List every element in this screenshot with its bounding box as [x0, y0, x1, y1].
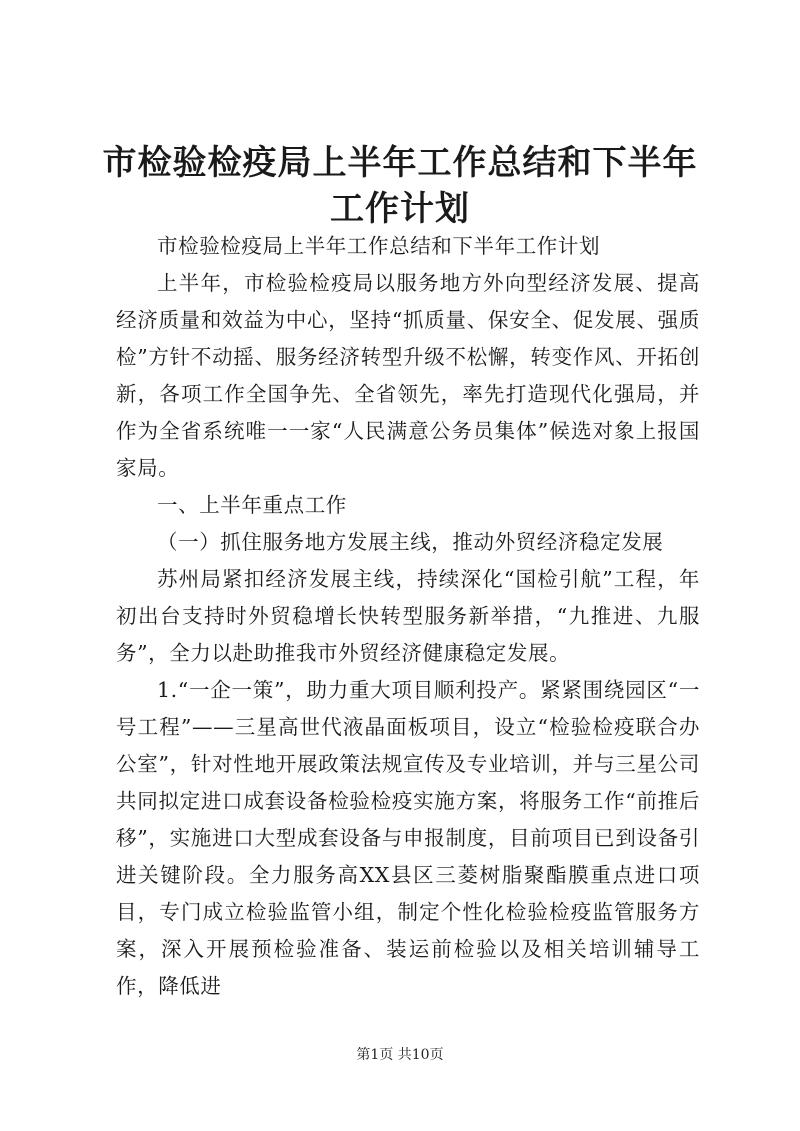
body-paragraph: 苏州局紧扣经济发展主线，持续深化“国检引航”工程，年初出台支持时外贸稳增长快转型服务新举措，“九推进、九服务”，全力以赴助推我市外贸经济健康稳定发展。 [116, 567, 700, 665]
page-footer: 第1页 共10页 [356, 1047, 444, 1063]
body-paragraph: 市检验检疫局上半年工作总结和下半年工作计划 [157, 234, 601, 258]
body-paragraph: 上半年，市检验检疫局以服务地方外向型经济发展、提高经济质量和效益为中心，坚持“抓质量、保安全、促发展、强质检”方针不动摇、服务经济转型升级不松懈，转变作风、开拓创新，各项工作全国争先、全省领先，率先打造现代化强局，并作为全省系统唯一一家“人民满意公务员集体”候选对象上报国家局。 [116, 271, 700, 480]
section-heading: 一、上半年重点工作 [157, 493, 347, 517]
subsection-heading: （一）抓住服务地方发展主线，推动外贸经济稳定发展 [157, 530, 664, 554]
document-title: 市检验检疫局上半年工作总结和下半年工作计划 [102, 143, 698, 229]
body-paragraph: 1.“一企一策”，助力重大项目顺利投产。紧紧围绕园区“一号工程”——三星高世代液晶面板项目，设立“检验检疫联合办公室”，针对性地开展政策法规宣传及专业培训，并与三星公司共同拟定进口成套设备检验检疫实施方案，将服务工作“前推后移”，实施进口大型成套设备与申报制度，目前项目已到设备引进关键阶段。全力服务高XX县区三菱树脂聚酯膜重点进口项目，专门成立检验监管小组，制定个性化检验检疫监管服务方案，深入开展预检验准备、装运前检验以及相关培训辅导工作，降低进 [116, 678, 700, 998]
document-body [116, 228, 700, 1005]
